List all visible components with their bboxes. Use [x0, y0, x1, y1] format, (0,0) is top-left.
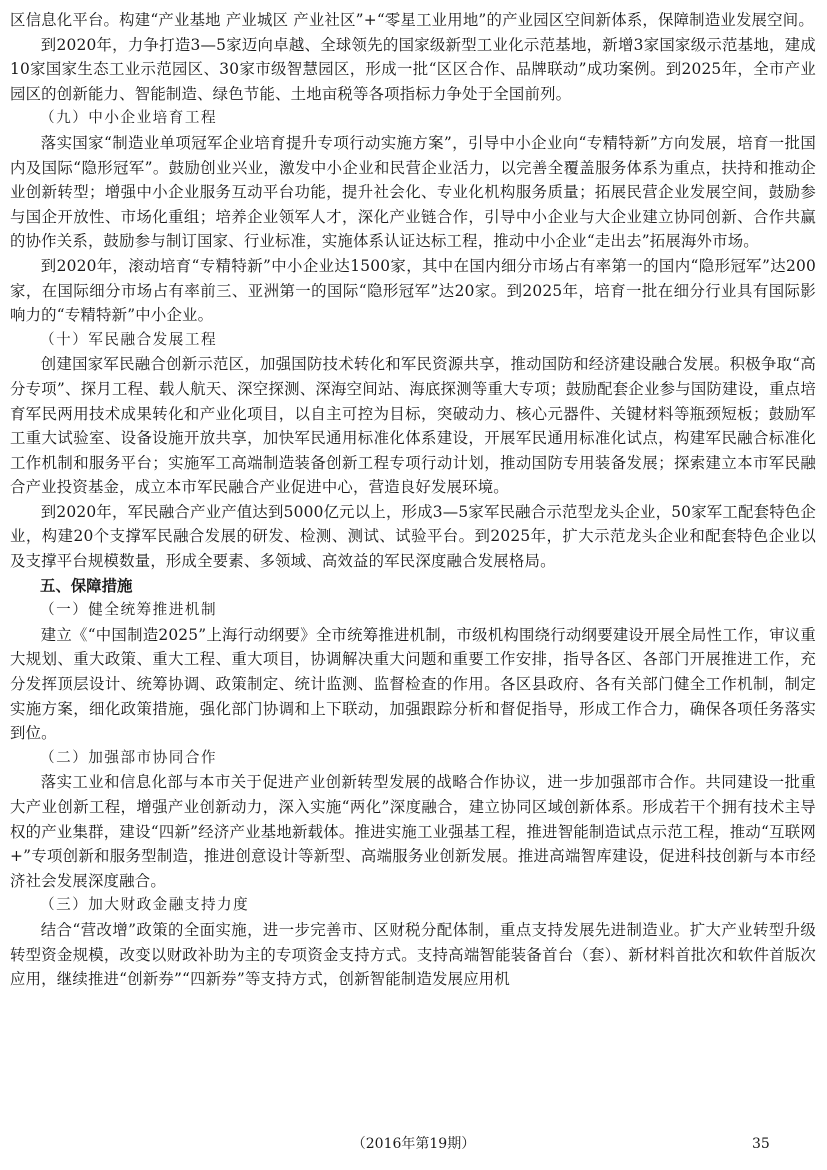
body-paragraph: 建立《“中国制造2025”上海行动纲要》全市统筹推进机制，市级机构围绕行动纲要建设开展全局性工作，审议重大规划、重大政策、重大工程、重大项目，协调解决重大问题和重要工作安排，指导各区、各部门开展推进工作，充分发挥顶层设计、统筹协调、政策制定、统计监测、监督检查的作用。各区县政府、各有关部门健全工作机制，制定实施方案，细化政策措施，强化部门协调和上下联动，加强跟踪分析和督促指导，形成工作合力，确保各项任务落实到位。 [10, 625, 816, 743]
issue-label: （2016年第19期） [351, 1136, 476, 1152]
subsection-heading: （十）军民融合发展工程 [40, 330, 218, 348]
page-footer [0, 1132, 827, 1156]
body-paragraph: 区信息化平台。构建“产业基地 产业城区 产业社区”+“零星工业用地”的产业园区空间新体系，保障制造业发展空间。 [10, 11, 814, 29]
document-body [10, 8, 816, 992]
body-paragraph: 到2020年，军民融合产业产值达到5000亿元以上，形成3—5家军民融合示范型龙头企业，50家军工配套特色企业，构建20个支撑军民融合发展的研发、检测、测试、试验平台。到2025年，扩大示范龙头企业和配套特色企业以及支撑平台规模数量，形成全要素、多领域、高效益的军民深度融合发展格局。 [10, 502, 816, 571]
body-paragraph: 落实工业和信息化部与本市关于促进产业创新转型发展的战略合作协议，进一步加强部市合作。共同建设一批重大产业创新工程，增强产业创新动力，深入实施“两化”深度融合，建立协同区域创新体系。形成若干个拥有技术主导权的产业集群，建设“四新”经济产业基地新载体。推进实施工业强基工程，推进智能制造试点示范工程，推动“互联网+”专项创新和服务型制造，推进创意设计等新型、高端服务业创新发展。推进高端智库建设，促进科技创新与本市经济社会发展深度融合。 [10, 773, 816, 890]
body-paragraph: 到2020年，力争打造3—5家迈向卓越、全球领先的国家级新型工业化示范基地，新增3家国家级示范基地，建成10家国家生态工业示范园区、30家市级智慧园区，形成一批“区区合作、品牌联动”成功案例。到2025年，全市产业园区的创新能力、智能制造、绿色节能、土地亩税等各项指标力争处于全国前列。 [10, 35, 816, 103]
body-paragraph: 结合“营改增”政策的全面实施，进一步完善市、区财税分配体制，重点支持发展先进制造业。扩大产业转型升级转型资金规模，改变以财政补助为主的专项资金支持方式。支持高端智能装备首台（套）、新材料首批次和软件首版次应用，继续推进“创新券”“四新券”等支持方式，创新智能制造发展应用机 [10, 920, 816, 989]
body-paragraph: 到2020年，滚动培育“专精特新”中小企业达1500家，其中在国内细分市场占有率第一的国内“隐形冠军”达200家，在国际细分市场占有率前三、亚洲第一的国际“隐形冠军”达20家。到2025年，培育一批在细分行业具有国际影响力的“专精特新”中小企业。 [10, 256, 816, 325]
subsection-heading: （二）加强部市协同合作 [40, 748, 218, 766]
page-number: 35 [752, 1136, 770, 1152]
subsection-heading: （九）中小企业培育工程 [40, 109, 218, 127]
body-paragraph: 落实国家“制造业单项冠军企业培育提升专项行动实施方案”，引导中小企业向“专精特新”方向发展，培育一批国内及国际“隐形冠军”。鼓励创业兴业，激发中小企业和民营企业活力，以完善全覆盖服务体系为重点，扶持和推动企业创新转型；增强中小企业服务互动平台功能，提升社会化、专业化机构服务质量；拓展民营企业发展空间，鼓励参与国企开放性、市场化重组；培养企业领军人才，深化产业链合作，引导中小企业与大企业建立协同创新、合作共赢的协作关系，鼓励参与制订国家、行业标准，实施体系认证达标工程，推动中小企业“走出去”拓展海外市场。 [10, 133, 816, 251]
subsection-heading: （三）加大财政金融支持力度 [40, 896, 250, 914]
section-heading: 五、保障措施 [40, 576, 133, 595]
body-paragraph: 创建国家军民融合创新示范区，加强国防技术转化和军民资源共享，推动国防和经济建设融合发展。积极争取“高分专项”、探月工程、载人航天、深空探测、深海空间站、海底探测等重大专项；鼓励配套企业参与国防建设，重点培育军民两用技术成果转化和产业化项目，以自主可控为目标，突破动力、核心元器件、关键材料等瓶颈短板；鼓励军工重大试验室、设备设施开放共享，加快军民通用标准化体系建设，开展军民通用标准化试点，构建军民融合标准化工作机制和服务平台；实施军工高端制造装备创新工程专项行动计划，推动国防专用装备发展；探索建立本市军民融合产业投资基金，成立本市军民融合产业促进中心，营造良好发展环境。 [10, 355, 816, 497]
subsection-heading: （一）健全统筹推进机制 [40, 601, 218, 619]
